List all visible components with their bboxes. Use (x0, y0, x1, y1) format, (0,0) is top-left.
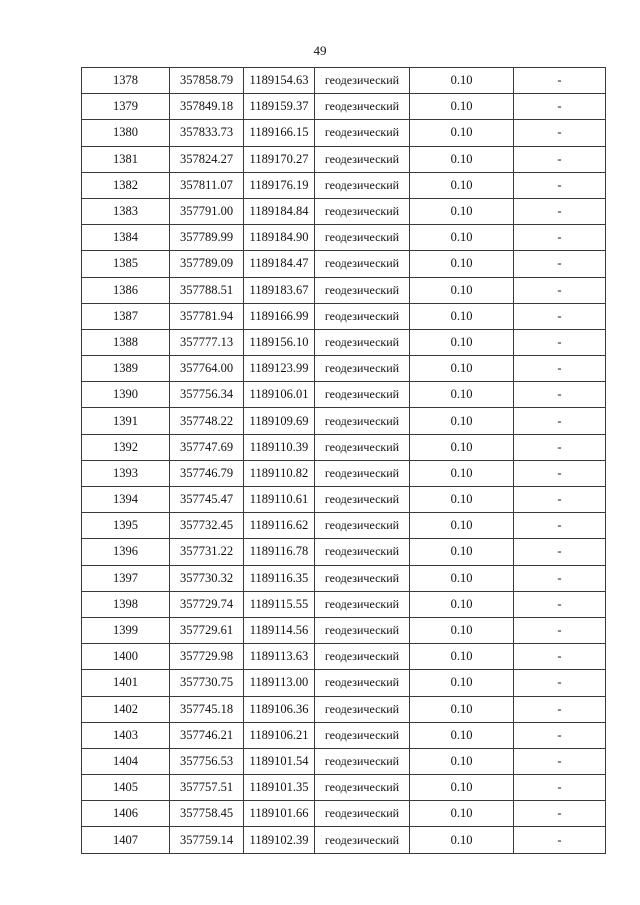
x-coordinate-cell: 357729.74 (170, 591, 244, 617)
y-coordinate-cell: 1189106.36 (244, 696, 315, 722)
note-cell: - (514, 329, 606, 355)
method-cell: геодезический (315, 120, 410, 146)
accuracy-cell: 0.10 (410, 172, 514, 198)
table-row (82, 644, 606, 670)
y-coordinate-cell: 1189110.82 (244, 460, 315, 486)
point-number-cell: 1380 (82, 120, 170, 146)
x-coordinate-cell: 357746.79 (170, 460, 244, 486)
y-coordinate-cell: 1189176.19 (244, 172, 315, 198)
accuracy-cell: 0.10 (410, 748, 514, 774)
point-number-cell: 1382 (82, 172, 170, 198)
x-coordinate-cell: 357745.18 (170, 696, 244, 722)
y-coordinate-cell: 1189113.63 (244, 644, 315, 670)
table-row (82, 277, 606, 303)
method-cell: геодезический (315, 644, 410, 670)
point-number-cell: 1399 (82, 617, 170, 643)
method-cell: геодезический (315, 617, 410, 643)
point-number-cell: 1396 (82, 539, 170, 565)
table-row (82, 696, 606, 722)
point-number-cell: 1405 (82, 775, 170, 801)
note-cell: - (514, 591, 606, 617)
table-row (82, 617, 606, 643)
method-cell: геодезический (315, 277, 410, 303)
table-row (82, 434, 606, 460)
table-row (82, 68, 606, 94)
point-number-cell: 1381 (82, 146, 170, 172)
accuracy-cell: 0.10 (410, 120, 514, 146)
method-cell: геодезический (315, 591, 410, 617)
y-coordinate-cell: 1189154.63 (244, 68, 315, 94)
y-coordinate-cell: 1189101.54 (244, 748, 315, 774)
note-cell: - (514, 172, 606, 198)
note-cell: - (514, 277, 606, 303)
note-cell: - (514, 382, 606, 408)
note-cell: - (514, 198, 606, 224)
method-cell: геодезический (315, 565, 410, 591)
y-coordinate-cell: 1189184.84 (244, 198, 315, 224)
point-number-cell: 1388 (82, 329, 170, 355)
accuracy-cell: 0.10 (410, 303, 514, 329)
table-row (82, 146, 606, 172)
x-coordinate-cell: 357729.61 (170, 617, 244, 643)
method-cell: геодезический (315, 94, 410, 120)
note-cell: - (514, 696, 606, 722)
method-cell: геодезический (315, 722, 410, 748)
method-cell: геодезический (315, 513, 410, 539)
accuracy-cell: 0.10 (410, 827, 514, 853)
table-row (82, 487, 606, 513)
note-cell: - (514, 539, 606, 565)
x-coordinate-cell: 357849.18 (170, 94, 244, 120)
method-cell: геодезический (315, 487, 410, 513)
point-number-cell: 1385 (82, 251, 170, 277)
accuracy-cell: 0.10 (410, 617, 514, 643)
accuracy-cell: 0.10 (410, 565, 514, 591)
page-number: 49 (313, 43, 327, 58)
accuracy-cell: 0.10 (410, 591, 514, 617)
method-cell: геодезический (315, 225, 410, 251)
point-number-cell: 1383 (82, 198, 170, 224)
coordinates-table (81, 67, 606, 854)
x-coordinate-cell: 357731.22 (170, 539, 244, 565)
accuracy-cell: 0.10 (410, 198, 514, 224)
table-row (82, 722, 606, 748)
table-row (82, 827, 606, 853)
y-coordinate-cell: 1189116.62 (244, 513, 315, 539)
x-coordinate-cell: 357791.00 (170, 198, 244, 224)
accuracy-cell: 0.10 (410, 434, 514, 460)
accuracy-cell: 0.10 (410, 775, 514, 801)
note-cell: - (514, 565, 606, 591)
accuracy-cell: 0.10 (410, 356, 514, 382)
note-cell: - (514, 644, 606, 670)
x-coordinate-cell: 357789.99 (170, 225, 244, 251)
accuracy-cell: 0.10 (410, 68, 514, 94)
point-number-cell: 1378 (82, 68, 170, 94)
x-coordinate-cell: 357858.79 (170, 68, 244, 94)
note-cell: - (514, 460, 606, 486)
table-row (82, 382, 606, 408)
method-cell: геодезический (315, 696, 410, 722)
method-cell: геодезический (315, 172, 410, 198)
table-row (82, 329, 606, 355)
note-cell: - (514, 251, 606, 277)
method-cell: геодезический (315, 68, 410, 94)
method-cell: геодезический (315, 356, 410, 382)
y-coordinate-cell: 1189113.00 (244, 670, 315, 696)
method-cell: геодезический (315, 146, 410, 172)
method-cell: геодезический (315, 670, 410, 696)
y-coordinate-cell: 1189110.61 (244, 487, 315, 513)
y-coordinate-cell: 1189109.69 (244, 408, 315, 434)
table-row (82, 303, 606, 329)
accuracy-cell: 0.10 (410, 277, 514, 303)
y-coordinate-cell: 1189170.27 (244, 146, 315, 172)
accuracy-cell: 0.10 (410, 513, 514, 539)
point-number-cell: 1386 (82, 277, 170, 303)
point-number-cell: 1407 (82, 827, 170, 853)
point-number-cell: 1400 (82, 644, 170, 670)
y-coordinate-cell: 1189106.21 (244, 722, 315, 748)
accuracy-cell: 0.10 (410, 329, 514, 355)
table-row (82, 198, 606, 224)
accuracy-cell: 0.10 (410, 539, 514, 565)
y-coordinate-cell: 1189156.10 (244, 329, 315, 355)
table-row (82, 565, 606, 591)
note-cell: - (514, 68, 606, 94)
point-number-cell: 1393 (82, 460, 170, 486)
note-cell: - (514, 120, 606, 146)
note-cell: - (514, 434, 606, 460)
x-coordinate-cell: 357747.69 (170, 434, 244, 460)
table-row (82, 356, 606, 382)
accuracy-cell: 0.10 (410, 644, 514, 670)
x-coordinate-cell: 357824.27 (170, 146, 244, 172)
point-number-cell: 1404 (82, 748, 170, 774)
table-row (82, 591, 606, 617)
table-row (82, 251, 606, 277)
accuracy-cell: 0.10 (410, 670, 514, 696)
y-coordinate-cell: 1189114.56 (244, 617, 315, 643)
note-cell: - (514, 670, 606, 696)
x-coordinate-cell: 357757.51 (170, 775, 244, 801)
method-cell: геодезический (315, 434, 410, 460)
method-cell: геодезический (315, 801, 410, 827)
x-coordinate-cell: 357777.13 (170, 329, 244, 355)
x-coordinate-cell: 357729.98 (170, 644, 244, 670)
x-coordinate-cell: 357756.53 (170, 748, 244, 774)
note-cell: - (514, 94, 606, 120)
x-coordinate-cell: 357764.00 (170, 356, 244, 382)
y-coordinate-cell: 1189184.90 (244, 225, 315, 251)
y-coordinate-cell: 1189101.66 (244, 801, 315, 827)
note-cell: - (514, 801, 606, 827)
accuracy-cell: 0.10 (410, 382, 514, 408)
table-row (82, 539, 606, 565)
point-number-cell: 1402 (82, 696, 170, 722)
point-number-cell: 1394 (82, 487, 170, 513)
note-cell: - (514, 146, 606, 172)
note-cell: - (514, 775, 606, 801)
point-number-cell: 1398 (82, 591, 170, 617)
x-coordinate-cell: 357732.45 (170, 513, 244, 539)
accuracy-cell: 0.10 (410, 722, 514, 748)
x-coordinate-cell: 357756.34 (170, 382, 244, 408)
table-row (82, 670, 606, 696)
method-cell: геодезический (315, 539, 410, 565)
table-row (82, 408, 606, 434)
point-number-cell: 1406 (82, 801, 170, 827)
table-row (82, 225, 606, 251)
point-number-cell: 1390 (82, 382, 170, 408)
point-number-cell: 1397 (82, 565, 170, 591)
point-number-cell: 1403 (82, 722, 170, 748)
method-cell: геодезический (315, 827, 410, 853)
y-coordinate-cell: 1189116.35 (244, 565, 315, 591)
table-row (82, 775, 606, 801)
point-number-cell: 1392 (82, 434, 170, 460)
note-cell: - (514, 303, 606, 329)
note-cell: - (514, 487, 606, 513)
y-coordinate-cell: 1189184.47 (244, 251, 315, 277)
point-number-cell: 1384 (82, 225, 170, 251)
method-cell: геодезический (315, 303, 410, 329)
method-cell: геодезический (315, 408, 410, 434)
y-coordinate-cell: 1189183.67 (244, 277, 315, 303)
x-coordinate-cell: 357730.75 (170, 670, 244, 696)
y-coordinate-cell: 1189102.39 (244, 827, 315, 853)
point-number-cell: 1379 (82, 94, 170, 120)
accuracy-cell: 0.10 (410, 251, 514, 277)
note-cell: - (514, 617, 606, 643)
accuracy-cell: 0.10 (410, 94, 514, 120)
point-number-cell: 1389 (82, 356, 170, 382)
x-coordinate-cell: 357789.09 (170, 251, 244, 277)
coordinates-table-body (82, 68, 606, 854)
accuracy-cell: 0.10 (410, 460, 514, 486)
note-cell: - (514, 513, 606, 539)
y-coordinate-cell: 1189166.99 (244, 303, 315, 329)
y-coordinate-cell: 1189159.37 (244, 94, 315, 120)
accuracy-cell: 0.10 (410, 146, 514, 172)
x-coordinate-cell: 357759.14 (170, 827, 244, 853)
y-coordinate-cell: 1189106.01 (244, 382, 315, 408)
note-cell: - (514, 722, 606, 748)
accuracy-cell: 0.10 (410, 487, 514, 513)
y-coordinate-cell: 1189116.78 (244, 539, 315, 565)
accuracy-cell: 0.10 (410, 696, 514, 722)
table-row (82, 94, 606, 120)
table-row (82, 748, 606, 774)
method-cell: геодезический (315, 251, 410, 277)
y-coordinate-cell: 1189115.55 (244, 591, 315, 617)
x-coordinate-cell: 357745.47 (170, 487, 244, 513)
table-row (82, 460, 606, 486)
x-coordinate-cell: 357758.45 (170, 801, 244, 827)
accuracy-cell: 0.10 (410, 408, 514, 434)
accuracy-cell: 0.10 (410, 225, 514, 251)
x-coordinate-cell: 357833.73 (170, 120, 244, 146)
x-coordinate-cell: 357788.51 (170, 277, 244, 303)
x-coordinate-cell: 357781.94 (170, 303, 244, 329)
table-row (82, 172, 606, 198)
x-coordinate-cell: 357748.22 (170, 408, 244, 434)
y-coordinate-cell: 1189101.35 (244, 775, 315, 801)
accuracy-cell: 0.10 (410, 801, 514, 827)
method-cell: геодезический (315, 775, 410, 801)
method-cell: геодезический (315, 198, 410, 224)
table-row (82, 513, 606, 539)
note-cell: - (514, 827, 606, 853)
x-coordinate-cell: 357730.32 (170, 565, 244, 591)
x-coordinate-cell: 357811.07 (170, 172, 244, 198)
point-number-cell: 1401 (82, 670, 170, 696)
note-cell: - (514, 408, 606, 434)
y-coordinate-cell: 1189123.99 (244, 356, 315, 382)
y-coordinate-cell: 1189166.15 (244, 120, 315, 146)
x-coordinate-cell: 357746.21 (170, 722, 244, 748)
method-cell: геодезический (315, 460, 410, 486)
point-number-cell: 1391 (82, 408, 170, 434)
point-number-cell: 1395 (82, 513, 170, 539)
note-cell: - (514, 748, 606, 774)
point-number-cell: 1387 (82, 303, 170, 329)
method-cell: геодезический (315, 382, 410, 408)
method-cell: геодезический (315, 748, 410, 774)
note-cell: - (514, 356, 606, 382)
table-row (82, 120, 606, 146)
table-row (82, 801, 606, 827)
y-coordinate-cell: 1189110.39 (244, 434, 315, 460)
method-cell: геодезический (315, 329, 410, 355)
note-cell: - (514, 225, 606, 251)
